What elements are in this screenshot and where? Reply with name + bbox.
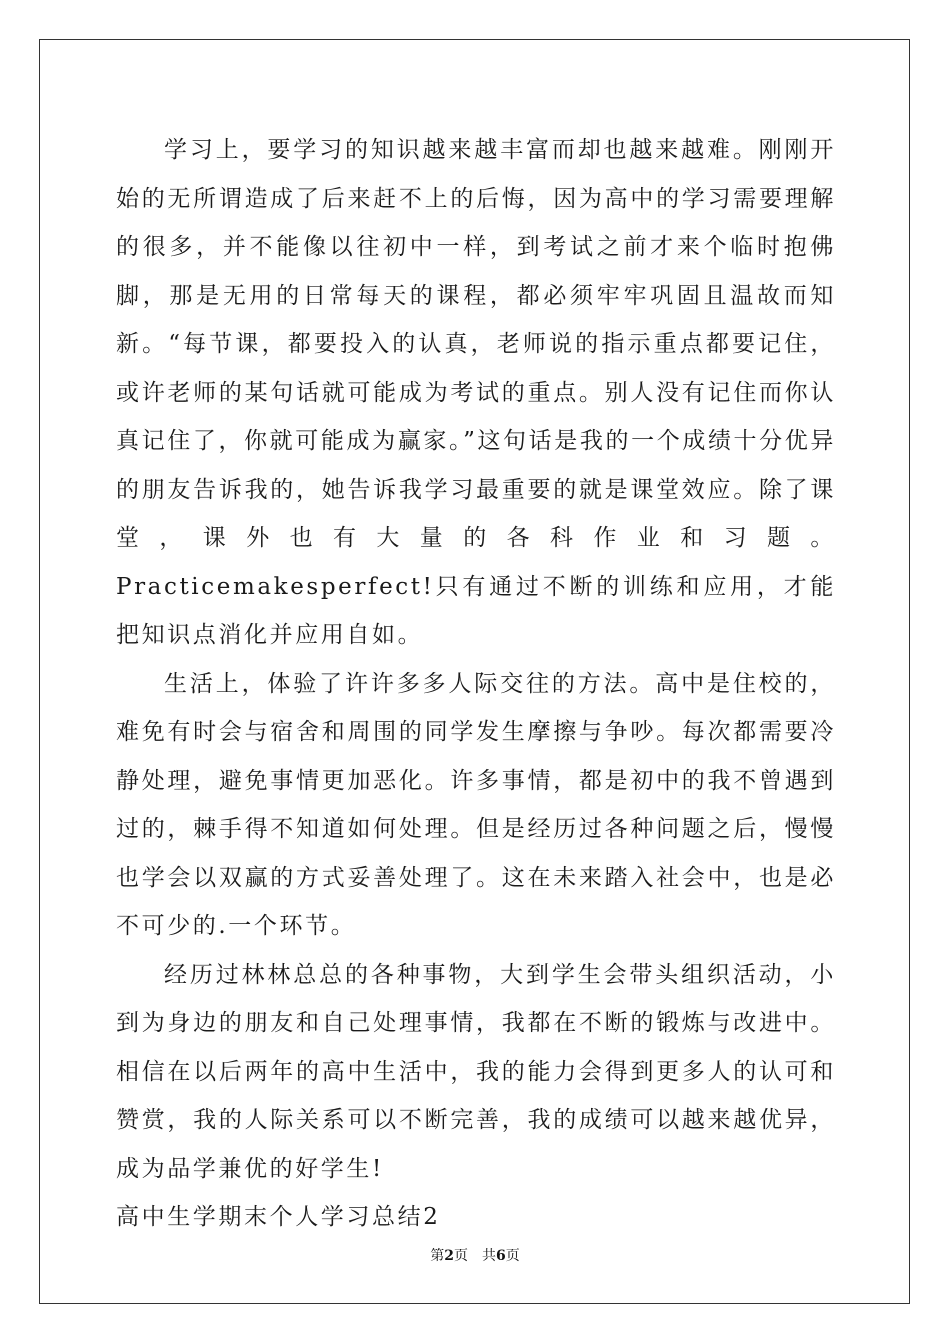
page-footer [0, 1245, 950, 1265]
page-prefix: 第 [430, 1248, 445, 1264]
page-total: 6 [496, 1248, 506, 1264]
total-prefix: 共 [482, 1248, 496, 1264]
page-current: 2 [444, 1248, 454, 1264]
paragraph-life: 生活上，体验了许许多多人际交往的方法。高中是住校的，难免有时会与宿舍和周围的同学发生摩擦与争吵。每次都需要冷静处理，避免事情更加恶化。许多事情，都是初中的我不曾遇到过的，棘手得不知道如何处理。但是经历过各种问题之后，慢慢也学会以双赢的方式妥善处理了。这在未来踏入社会中，也是必不可少的.一个环节。 [116, 670, 836, 939]
total-suffix: 页 [505, 1248, 520, 1264]
section-title: 高中生学期末个人学习总结2 [116, 1204, 441, 1230]
paragraph-experience: 经历过林林总总的各种事物，大到学生会带头组织活动，小到为身边的朋友和自己处理事情，我都在不断的锻炼与改进中。相信在以后两年的高中生活中，我的能力会得到更多人的认可和赞赏，我的人际关系可以不断完善，我的成绩可以越来越优异，成为品学兼优的好学生! [116, 961, 836, 1182]
paragraph-study: 学习上，要学习的知识越来越丰富而却也越来越难。刚刚开始的无所谓造成了后来赶不上的后悔，因为高中的学习需要理解的很多，并不能像以往初中一样，到考试之前才来个临时抱佛脚，那是无用的日常每天的课程，都必须牢牢巩固且温故而知新。“每节课，都要投入的认真，老师说的指示重点都要记住，或许老师的某句话就可能成为考试的重点。别人没有记住而你认真记住了，你就可能成为赢家。”这句话是我的一个成绩十分优异的朋友告诉我的，她告诉我学习最重要的就是课堂效应。除了课堂，课外也有大量的各科作业和习题。Practicemakesperfect!只有通过不断的训练和应用，才能把知识点消化并应用自如。 [116, 137, 836, 648]
document-body [116, 126, 836, 1242]
page-suffix: 页 [454, 1248, 468, 1264]
